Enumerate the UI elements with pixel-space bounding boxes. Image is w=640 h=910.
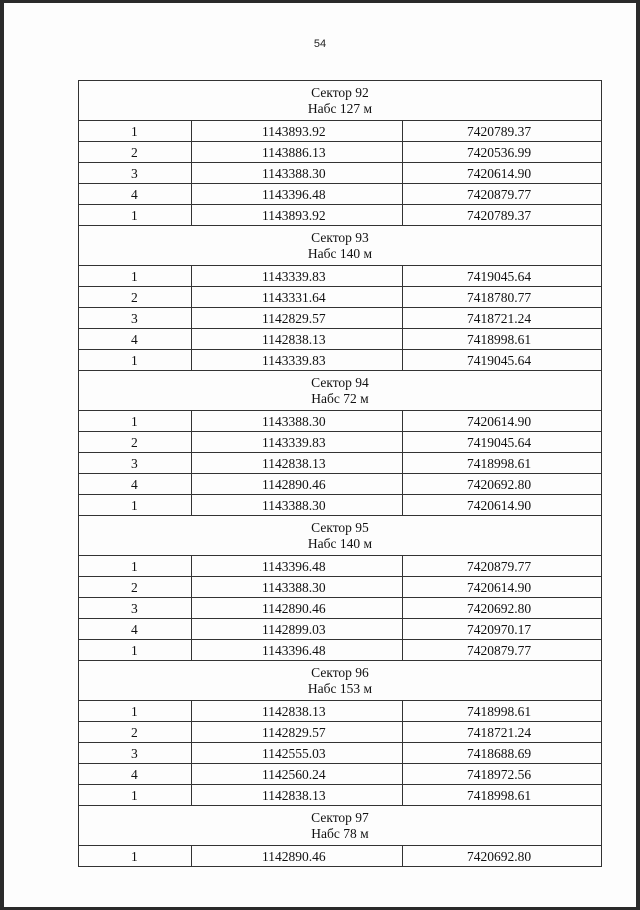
table-row [79, 785, 602, 806]
table-row [79, 205, 602, 226]
sector-title: Сектор 92 [311, 84, 369, 100]
x-coordinate-cell: 1142838.13 [192, 701, 403, 722]
point-number-cell: 1 [79, 350, 192, 371]
table-row [79, 474, 602, 495]
table-row [79, 619, 602, 640]
table-row [79, 142, 602, 163]
table-row [79, 495, 602, 516]
point-number-cell: 1 [79, 640, 192, 661]
sector-header-cell [79, 661, 602, 701]
sector-title: Сектор 94 [311, 374, 369, 390]
sector-height: Набс 72 м [311, 390, 369, 406]
sector-header-cell [79, 371, 602, 411]
point-number-cell: 4 [79, 474, 192, 495]
sector-title: Сектор 96 [311, 664, 369, 680]
point-number-cell: 4 [79, 619, 192, 640]
y-coordinate-cell: 7418721.24 [403, 308, 602, 329]
x-coordinate-cell: 1143339.83 [192, 266, 403, 287]
point-number-cell: 3 [79, 743, 192, 764]
point-number-cell: 2 [79, 432, 192, 453]
point-number-cell: 2 [79, 287, 192, 308]
x-coordinate-cell: 1142555.03 [192, 743, 403, 764]
x-coordinate-cell: 1143396.48 [192, 640, 403, 661]
y-coordinate-cell: 7420614.90 [403, 577, 602, 598]
sector-height: Набс 78 м [311, 825, 369, 841]
point-number-cell: 3 [79, 453, 192, 474]
point-number-cell: 1 [79, 846, 192, 867]
point-number-cell: 1 [79, 205, 192, 226]
table-row [79, 722, 602, 743]
x-coordinate-cell: 1143396.48 [192, 184, 403, 205]
x-coordinate-cell: 1142899.03 [192, 619, 403, 640]
x-coordinate-cell: 1143388.30 [192, 163, 403, 184]
x-coordinate-cell: 1143893.92 [192, 205, 403, 226]
table-row [79, 308, 602, 329]
sector-header-row [79, 226, 602, 266]
point-number-cell: 4 [79, 329, 192, 350]
sector-header-cell [79, 806, 602, 846]
y-coordinate-cell: 7420614.90 [403, 411, 602, 432]
point-number-cell: 4 [79, 764, 192, 785]
point-number-cell: 1 [79, 411, 192, 432]
table-row [79, 743, 602, 764]
table-row [79, 329, 602, 350]
y-coordinate-cell: 7418998.61 [403, 701, 602, 722]
point-number-cell: 1 [79, 556, 192, 577]
y-coordinate-cell: 7420536.99 [403, 142, 602, 163]
y-coordinate-cell: 7418998.61 [403, 785, 602, 806]
y-coordinate-cell: 7420692.80 [403, 474, 602, 495]
table-row [79, 350, 602, 371]
y-coordinate-cell: 7419045.64 [403, 266, 602, 287]
y-coordinate-cell: 7420692.80 [403, 598, 602, 619]
y-coordinate-cell: 7418688.69 [403, 743, 602, 764]
point-number-cell: 2 [79, 142, 192, 163]
y-coordinate-cell: 7419045.64 [403, 350, 602, 371]
y-coordinate-cell: 7420970.17 [403, 619, 602, 640]
table-row [79, 287, 602, 308]
sector-header-cell [79, 226, 602, 266]
y-coordinate-cell: 7420879.77 [403, 640, 602, 661]
sector-height: Набс 127 м [307, 100, 373, 116]
x-coordinate-cell: 1142829.57 [192, 722, 403, 743]
x-coordinate-cell: 1143893.92 [192, 121, 403, 142]
y-coordinate-cell: 7420789.37 [403, 205, 602, 226]
table-row [79, 184, 602, 205]
point-number-cell: 3 [79, 163, 192, 184]
sector-header-cell [79, 81, 602, 121]
sector-title: Сектор 95 [311, 519, 369, 535]
table-row [79, 764, 602, 785]
sector-header-row [79, 806, 602, 846]
sector-height: Набс 140 м [307, 535, 373, 551]
table-row [79, 163, 602, 184]
table-row [79, 121, 602, 142]
y-coordinate-cell: 7418721.24 [403, 722, 602, 743]
table-row [79, 411, 602, 432]
x-coordinate-cell: 1143396.48 [192, 556, 403, 577]
coordinates-table [78, 80, 602, 867]
point-number-cell: 1 [79, 701, 192, 722]
x-coordinate-cell: 1143886.13 [192, 142, 403, 163]
sector-title: Сектор 93 [311, 229, 369, 245]
x-coordinate-cell: 1143339.83 [192, 350, 403, 371]
x-coordinate-cell: 1142838.13 [192, 453, 403, 474]
point-number-cell: 1 [79, 495, 192, 516]
y-coordinate-cell: 7420879.77 [403, 184, 602, 205]
point-number-cell: 2 [79, 722, 192, 743]
table-row [79, 577, 602, 598]
table-row [79, 598, 602, 619]
y-coordinate-cell: 7419045.64 [403, 432, 602, 453]
x-coordinate-cell: 1143388.30 [192, 495, 403, 516]
sector-header-cell [79, 516, 602, 556]
table-row [79, 266, 602, 287]
document-page [4, 3, 636, 907]
point-number-cell: 3 [79, 308, 192, 329]
table-row [79, 640, 602, 661]
x-coordinate-cell: 1143388.30 [192, 411, 403, 432]
point-number-cell: 1 [79, 266, 192, 287]
y-coordinate-cell: 7418998.61 [403, 453, 602, 474]
table-row [79, 432, 602, 453]
y-coordinate-cell: 7418998.61 [403, 329, 602, 350]
x-coordinate-cell: 1142890.46 [192, 846, 403, 867]
sector-header-row [79, 371, 602, 411]
sector-header-row [79, 516, 602, 556]
y-coordinate-cell: 7420692.80 [403, 846, 602, 867]
point-number-cell: 3 [79, 598, 192, 619]
x-coordinate-cell: 1143388.30 [192, 577, 403, 598]
table-row [79, 846, 602, 867]
y-coordinate-cell: 7420614.90 [403, 163, 602, 184]
table-row [79, 453, 602, 474]
x-coordinate-cell: 1142838.13 [192, 329, 403, 350]
x-coordinate-cell: 1142890.46 [192, 474, 403, 495]
y-coordinate-cell: 7418972.56 [403, 764, 602, 785]
sector-title: Сектор 97 [311, 809, 369, 825]
y-coordinate-cell: 7420789.37 [403, 121, 602, 142]
table-row [79, 556, 602, 577]
point-number-cell: 1 [79, 121, 192, 142]
y-coordinate-cell: 7418780.77 [403, 287, 602, 308]
x-coordinate-cell: 1143339.83 [192, 432, 403, 453]
point-number-cell: 4 [79, 184, 192, 205]
point-number-cell: 1 [79, 785, 192, 806]
x-coordinate-cell: 1142560.24 [192, 764, 403, 785]
sector-height: Набс 140 м [307, 245, 373, 261]
sector-header-row [79, 81, 602, 121]
x-coordinate-cell: 1142838.13 [192, 785, 403, 806]
sector-header-row [79, 661, 602, 701]
page-number: 54 [313, 38, 327, 50]
x-coordinate-cell: 1142829.57 [192, 308, 403, 329]
x-coordinate-cell: 1142890.46 [192, 598, 403, 619]
y-coordinate-cell: 7420879.77 [403, 556, 602, 577]
table-row [79, 701, 602, 722]
sector-height: Набс 153 м [307, 680, 373, 696]
x-coordinate-cell: 1143331.64 [192, 287, 403, 308]
point-number-cell: 2 [79, 577, 192, 598]
y-coordinate-cell: 7420614.90 [403, 495, 602, 516]
